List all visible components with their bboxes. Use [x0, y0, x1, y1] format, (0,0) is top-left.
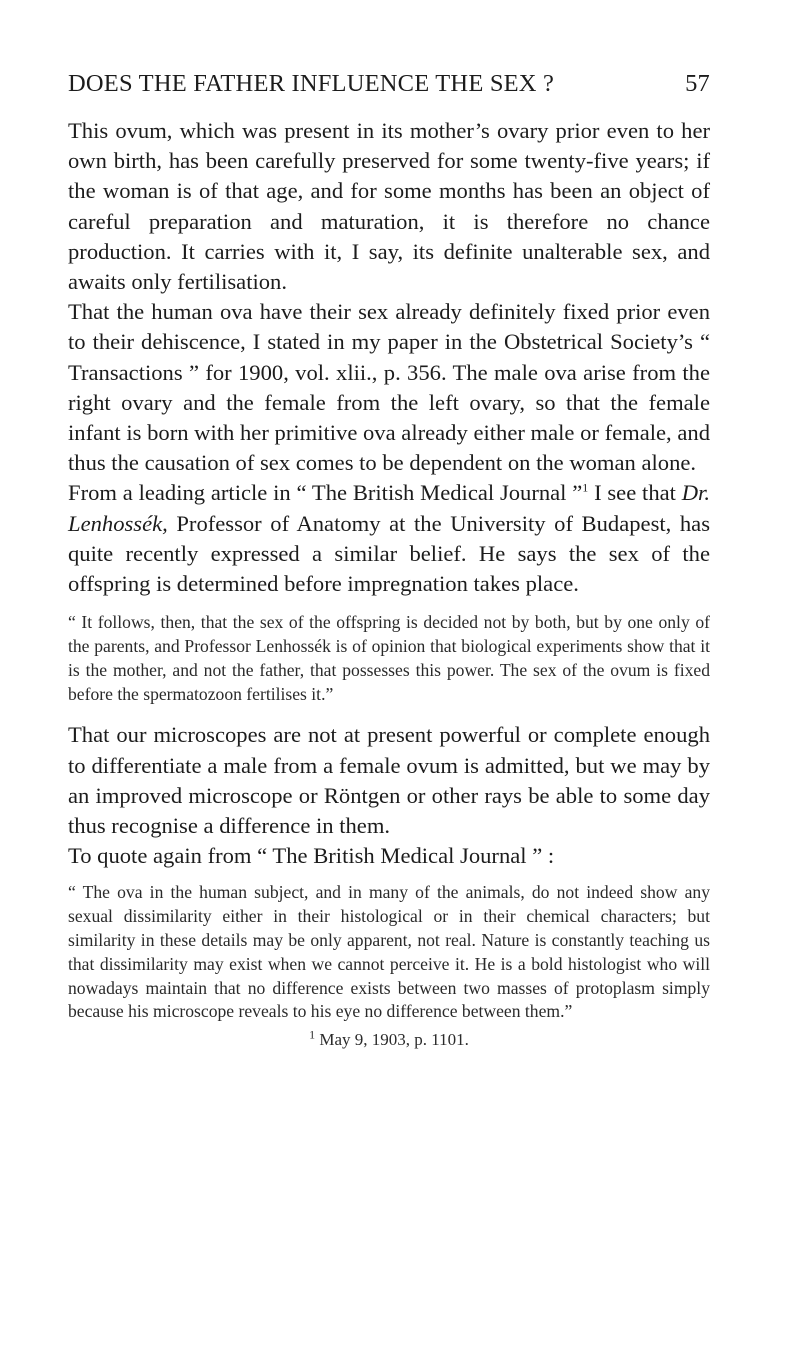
paragraph-lenhossek [68, 478, 710, 599]
block-quote-offspring: “ It follows, then, that the sex of the offspring is decided not by both, but by one only of the parents, and Professor Lenhossék is of opinion that biological experiments show that it is the mother, and not the father, that possesses this power. The sex of the ovum is fixed before the spermatozoon fertilises it.” [68, 612, 710, 704]
running-header [68, 70, 710, 110]
paragraph-lenhossek-start: From a leading article in “ The British Medical Journal ” [68, 480, 583, 506]
running-title: DOES THE FATHER INFLUENCE THE SEX ? [68, 70, 555, 97]
paragraph-ovum: This ovum, which was present in its mother’s ovary prior even to her own birth, has been carefully preserved for some twenty-five years; if the woman is of that age, and for some months has been an object of careful preparation and maturation, it is therefore no chance production. It carries with it, I say, its definite unalterable sex, and awaits only fertilisation. [68, 118, 710, 295]
footnote-text: May 9, 1903, p. 1101. [315, 1030, 469, 1050]
footnote [68, 1027, 710, 1050]
paragraph-microscopes: That our microscopes are not at present powerful or complete enough to differentiate a male from a female ovum is admitted, but we may by an improved microscope or Röntgen or other rays be able to some day thus recognise a difference in them. [68, 722, 710, 839]
paragraph-ova-fixed [68, 297, 710, 478]
footnote-marker: 1 [309, 1027, 316, 1042]
paragraph-quote-again: To quote again from “ The British Medical Journal ” : [68, 843, 555, 869]
book-page [68, 70, 710, 1050]
block-quote-ova: “ The ova in the human subject, and in many of the animals, do not indeed show any sexual dissimilarity either in their histological or in their chemical characters; but similarity in these details may be only apparent, not real. Nature is constantly teaching us that dissimilarity may exist when we cannot perceive it. He is a bold histologist who will nowadays maintain that no difference exists between two masses of protoplasm simply because his microscope reveals to his eye no difference between them.” [68, 882, 710, 1022]
paragraph-lenhossek-name: Dr. Lenhossék, [68, 480, 710, 536]
paragraph-lenhossek-mid: I see that [588, 480, 682, 506]
page-number: 57 [685, 70, 710, 97]
paragraph-ova-fixed-text: That the human ova have their sex already definitely fixed prior even to their dehiscence, I stated in my paper in the Obstetrical Society’s “ Transactions ” for 1900, vol. xlii., p. 356. The male ova arise from the right ovary and the female from the left ovary, so that the female infant is born with her primitive ova already either male or female, and thus the causation of sex comes to be dependent on the woman alone. [68, 299, 710, 476]
paragraph-lenhossek-end: Professor of Anatomy at the University of Budapest, has quite recently expressed a similar belief. He says the sex of the offspring is determined before impregnation takes place. [68, 510, 710, 597]
footnote-reference: 1 [582, 480, 589, 495]
